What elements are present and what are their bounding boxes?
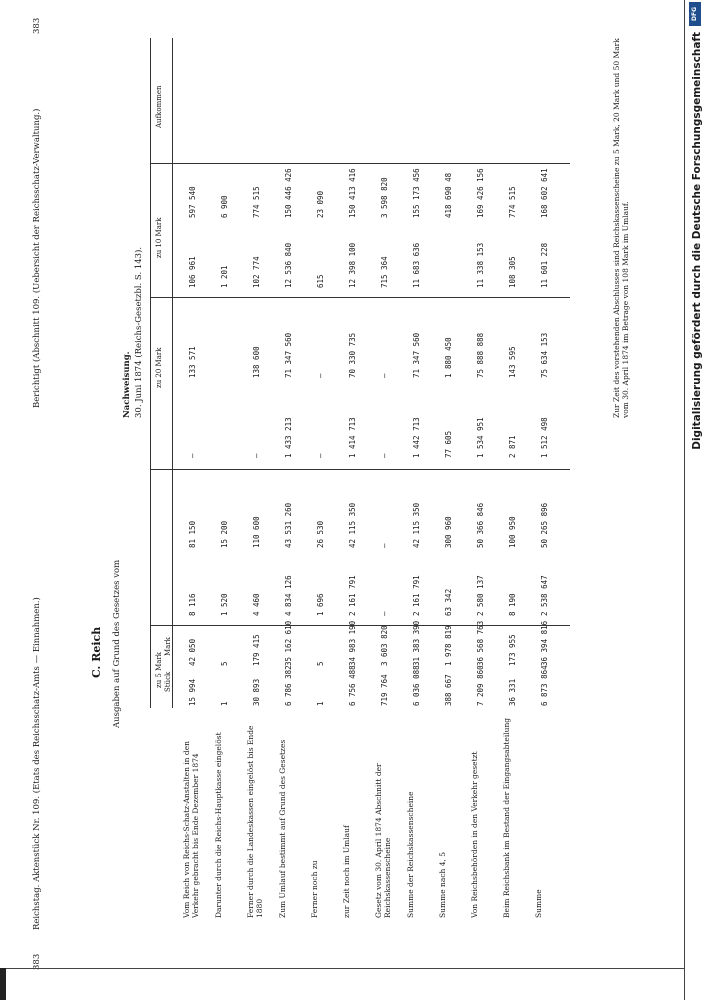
column-rule	[150, 625, 570, 626]
table-cell: 36 331	[508, 678, 517, 706]
section-subtitle: Ausgaben auf Grund des Gesetzes vom	[112, 559, 122, 728]
table-cell: 1 520	[220, 593, 229, 616]
table-cell: —	[316, 373, 325, 378]
table-cell: 3 598 820	[380, 177, 389, 218]
table-cell: 1 414 713	[348, 417, 357, 458]
side-banner	[685, 0, 707, 1000]
table-cell: 597 540	[188, 186, 197, 218]
table-cell: 1	[220, 701, 229, 706]
group-header: zu 20 Mark	[155, 347, 163, 388]
table-top-rule	[150, 38, 151, 708]
table-cell: 43 531 260	[284, 502, 293, 548]
table-cell: 35 162 610	[284, 620, 293, 666]
column-rule	[150, 469, 570, 470]
table-cell: 774 515	[252, 186, 261, 218]
table-cell: 42 050	[188, 638, 197, 666]
corner-mark	[0, 968, 6, 1000]
table-cell: 15 994	[188, 678, 197, 706]
header-rule	[172, 38, 173, 708]
table-cell: 8 116	[188, 593, 197, 616]
table-cell: 4 834 126	[284, 575, 293, 616]
table-cell: 418 690 48	[444, 172, 453, 218]
table-cell: 26 530	[316, 520, 325, 548]
page-number-left: 383	[32, 953, 42, 970]
table-cell: —	[188, 453, 197, 458]
table-cell: 6 036 088	[412, 665, 421, 706]
row-label: Summe nach 4, 5	[438, 851, 447, 918]
table-cell: 2 538 647	[540, 575, 549, 616]
row-label: Zum Umlauf bestimmt auf Grund des Gesetzes	[278, 739, 287, 918]
row-label: Summe	[534, 889, 543, 918]
table-cell: 6 756 488	[348, 665, 357, 706]
table-cell: 75 888 888	[476, 332, 485, 378]
table-cell: 63 342	[444, 588, 453, 616]
table-cell: —	[380, 453, 389, 458]
table-cell: 388 667	[444, 674, 453, 706]
table-cell: —	[252, 453, 261, 458]
column-rule	[150, 297, 570, 298]
table-cell: 36 568 763	[476, 620, 485, 666]
table-cell: 110 600	[252, 516, 261, 548]
col-header: Mark	[164, 637, 172, 656]
table-cell: 12 398 100	[348, 242, 357, 288]
table-title: Nachweisung.	[122, 351, 132, 418]
table-cell: 5	[316, 661, 325, 666]
table-cell: 12 536 840	[284, 242, 293, 288]
table-cell: 1 442 713	[412, 417, 421, 458]
group-header: zu 10 Mark	[155, 217, 163, 258]
row-label: Von Reichsbehörden in den Verkehr gesetzt	[470, 751, 479, 918]
table-cell: 1	[316, 701, 325, 706]
table-cell: —	[380, 543, 389, 548]
table-cell: 36 394 816	[540, 620, 549, 666]
table-cell: 155 173 456	[412, 168, 421, 218]
row-label: Summe der Reichskassenscheine	[406, 791, 415, 918]
table-cell: 1 696	[316, 593, 325, 616]
table-cell: 2 871	[508, 435, 517, 458]
col-header: Stück	[164, 671, 172, 692]
footnote: Zur Zeit des vorstehenden Abschlusses sind Reichskassenscheine zu 5 Mark, 20 Mark und 50 Mark vom 30. April 1874 im Betrage von 108 Mark im Umlauf.	[612, 38, 630, 418]
row-label: Ferner durch die Landeskassen eingelöst bis Ende 1880	[246, 725, 264, 918]
table-cell: 81 150	[188, 520, 197, 548]
page-number-right: 383	[32, 17, 42, 34]
table-cell: 50 366 846	[476, 502, 485, 548]
table-cell: 42 115 350	[348, 502, 357, 548]
table-cell: 1 534 951	[476, 417, 485, 458]
running-header-left: Reichstag. Aktenstück Nr. 109. (Etats des Reichsschatz-Amts — Einnahmen.)	[32, 597, 42, 930]
table-cell: 133 571	[188, 346, 197, 378]
section-title: C. Reich	[90, 626, 103, 678]
table-cell: 34 983 190	[348, 620, 357, 666]
table-cell: 300 960	[444, 516, 453, 548]
table-cell: —	[380, 373, 389, 378]
running-header-right: Berichtigt (Abschnitt 109. (Uebersicht der Reichsschatz-Verwaltung.)	[32, 108, 42, 408]
row-label: Darunter durch die Reichs-Hauptkasse eingelöst	[214, 732, 223, 918]
table-cell: 11 683 636	[412, 242, 421, 288]
group-header: zu 5 Mark	[155, 651, 163, 688]
table-cell: 3 603 820	[380, 625, 389, 666]
table-cell: 168 602 641	[540, 168, 549, 218]
table-cell: 169 426 156	[476, 168, 485, 218]
table-cell: 4 460	[252, 593, 261, 616]
table-cell: 150 413 416	[348, 168, 357, 218]
table-cell: 5	[220, 661, 229, 666]
table-cell: 71 347 560	[284, 332, 293, 378]
table-cell: 1 433 213	[284, 417, 293, 458]
table-cell: 774 515	[508, 186, 517, 218]
table-cell: 1 512 498	[540, 417, 549, 458]
table-cell: 173 955	[508, 634, 517, 666]
table-cell: 2 580 137	[476, 575, 485, 616]
table-cell: 2 161 791	[348, 575, 357, 616]
table-cell: 102 774	[252, 256, 261, 288]
table-cell: 75 634 153	[540, 332, 549, 378]
table-cell: 615	[316, 274, 325, 288]
table-cell: 6 873 864	[540, 665, 549, 706]
dfg-logo: DFG	[689, 2, 701, 26]
table-cell: 11 338 153	[476, 242, 485, 288]
table-subtitle: 30. Juni 1874 (Reichs-Gesetzbl. S. 143).	[134, 246, 144, 418]
table-cell: 71 347 560	[412, 332, 421, 378]
table-cell: 2 161 791	[412, 575, 421, 616]
row-label: zur Zeit noch im Umlauf	[342, 825, 351, 918]
row-label: Beim Reichsbank im Bestand der Eingangsabteilung	[502, 717, 511, 918]
table-cell: 70 330 735	[348, 332, 357, 378]
margin-rule-horizontal	[0, 968, 684, 969]
row-label: Ferner noch zu	[310, 860, 319, 918]
row-label: Vom Reich von Reichs-Schatz-Anstalten in den Verkehr gebracht bis Ende Dezember 1874	[182, 741, 200, 918]
table-cell: 108 305	[508, 256, 517, 288]
side-banner-text: Digitalisierung gefördert durch die Deutsche Forschungsgemeinschaft	[691, 32, 703, 450]
table-cell: 23 090	[316, 190, 325, 218]
group-header: Aufkommen	[155, 85, 163, 128]
table-cell: 6 900	[220, 195, 229, 218]
table-cell: 6 786 382	[284, 665, 293, 706]
table-cell: 719 764	[380, 674, 389, 706]
table-cell: 31 383 390	[412, 620, 421, 666]
table-cell: 106 961	[188, 256, 197, 288]
table-cell: 715 364	[380, 256, 389, 288]
rotated-page-content	[22, 10, 682, 978]
table-cell: 138 600	[252, 346, 261, 378]
table-cell: 1 978 819	[444, 625, 453, 666]
row-label: Gesetz vom 30. April 1874 Abschnitt der Reichskassenscheine	[374, 763, 392, 918]
table-cell: 50 265 896	[540, 502, 549, 548]
table-cell: —	[316, 453, 325, 458]
column-rule	[150, 163, 570, 164]
table-cell: 100 950	[508, 516, 517, 548]
table-cell: 7 209 860	[476, 665, 485, 706]
table-cell: 77 605	[444, 430, 453, 458]
table-cell: 11 601 228	[540, 242, 549, 288]
table-cell: 30 893	[252, 678, 261, 706]
table-cell: 8 190	[508, 593, 517, 616]
table-cell: 150 446 426	[284, 168, 293, 218]
table-cell: 1 880 450	[444, 337, 453, 378]
table-cell: 42 115 350	[412, 502, 421, 548]
table-cell: 1 201	[220, 265, 229, 288]
table-cell: 143 595	[508, 346, 517, 378]
table-cell: —	[380, 611, 389, 616]
table-cell: 179 415	[252, 634, 261, 666]
table-cell: 15 200	[220, 520, 229, 548]
